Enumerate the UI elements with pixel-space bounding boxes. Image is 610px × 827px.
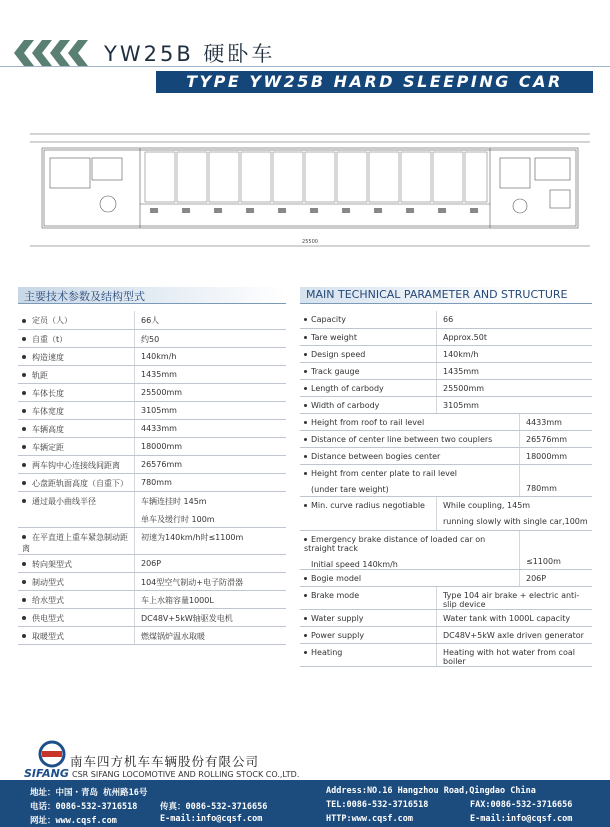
table-row: 车体宽度 3105mm	[18, 401, 286, 419]
table-row: Min. curve radius negotiable While coupling, 145m running slowly with single car,100m	[300, 496, 592, 530]
page-title-en: TYPE YW25B HARD SLEEPING CAR	[186, 72, 563, 91]
table-row: 制动型式 104型空气制动+电子防滑器	[18, 572, 286, 590]
table-row: Height from center plate to rail level (under tare weight) 780mm	[300, 464, 592, 496]
table-row: 构造速度 140km/h	[18, 347, 286, 365]
table-row: 转向架型式 206P	[18, 554, 286, 572]
table-row: Heating Heating with hot water from coal boiler	[300, 643, 592, 666]
title-divider	[0, 66, 610, 67]
table-row: Design speed 140km/h	[300, 345, 592, 362]
email-en: E-mail:info@cqsf.com	[470, 814, 573, 824]
address-en: Address:NO.16 Hangzhou Road,Qingdao China	[326, 786, 536, 796]
fax-cn: 传真：0086-532-3716656	[160, 802, 268, 812]
page-title-cn: YW25B 硬卧车	[104, 42, 276, 66]
company-name-cn: 南车四方机车车辆股份有限公司	[70, 754, 260, 769]
logo-text: SIFANG	[24, 767, 69, 780]
table-row: Distance of center line between two couplers 26576mm	[300, 430, 592, 447]
table-row: Capacity 66	[300, 311, 592, 328]
table-row: Power supply DC48V+5kW axle driven generator	[300, 626, 592, 643]
website-en: HTTP:www.cqsf.com	[326, 814, 413, 824]
table-row: Height from roof to rail level 4433mm	[300, 413, 592, 430]
table-row: 定员（人） 66人	[18, 311, 286, 329]
tel-en: TEL:0086-532-3716518	[326, 800, 429, 810]
table-row: 车体长度 25500mm	[18, 383, 286, 401]
spec-table-en	[300, 311, 592, 667]
table-row: Width of carbody 3105mm	[300, 396, 592, 413]
company-logo-icon	[38, 740, 66, 768]
table-row: 轨距 1435mm	[18, 365, 286, 383]
table-row: Emergency brake distance of loaded car on straight track Initial speed 140km/h ≤1100m	[300, 530, 592, 569]
phone-cn: 电话：0086-532-3716518	[30, 802, 138, 812]
table-row: 车辆定距 18000mm	[18, 437, 286, 455]
fax-en: FAX:0086-532-3716656	[470, 800, 573, 810]
chevron-logo-icon	[14, 40, 94, 66]
spec-table-cn	[18, 311, 286, 645]
section-heading-cn	[18, 287, 286, 304]
table-row: 自重（t） 约50	[18, 329, 286, 347]
floor-plan-drawing	[30, 128, 590, 253]
table-row: Length of carbody 25500mm	[300, 379, 592, 396]
table-row: Bogie model 206P	[300, 569, 592, 586]
table-row: Water supply Water tank with 1000L capacity	[300, 609, 592, 626]
section-heading-en-text: MAIN TECHNICAL PARAMETER AND STRUCTURE	[306, 288, 568, 301]
website-cn: 网址：www.cqsf.com	[30, 816, 117, 826]
table-row: Brake mode Type 104 air brake + electric anti-slip device	[300, 586, 592, 609]
address-cn: 地址：中国・青岛 杭州路16号	[30, 788, 148, 798]
table-row: Distance between bogies center 18000mm	[300, 447, 592, 464]
table-row: 给水型式 车上水箱容量1000L	[18, 590, 286, 608]
section-heading-cn-text: 主要技术参数及结构型式	[24, 290, 145, 303]
table-row: 取暖型式 燃煤锅炉温水取暖	[18, 626, 286, 644]
table-row: Tare weight Approx.50t	[300, 328, 592, 345]
table-row: 在平直道上重车紧急制动距离 初速为140km/h时≤1100m	[18, 527, 286, 554]
table-row: Track gauge 1435mm	[300, 362, 592, 379]
table-row: 通过最小曲线半径 车辆连挂时 145m 单车及缓行时 100m	[18, 491, 286, 527]
table-row: 两车钩中心连接线间距离 26576mm	[18, 455, 286, 473]
table-row: 车辆高度 4433mm	[18, 419, 286, 437]
table-row: 供电型式 DC48V+5kW轴驱发电机	[18, 608, 286, 626]
plan-dimension: 25500	[302, 239, 318, 245]
company-name-en: CSR SIFANG LOCOMOTIVE AND ROLLING STOCK CO.,LTD.	[72, 770, 300, 779]
email-cn: E-mail:info@cqsf.com	[160, 814, 263, 824]
section-heading-en	[300, 287, 592, 304]
table-row: 心盘距轨面高度（自重下） 780mm	[18, 473, 286, 491]
